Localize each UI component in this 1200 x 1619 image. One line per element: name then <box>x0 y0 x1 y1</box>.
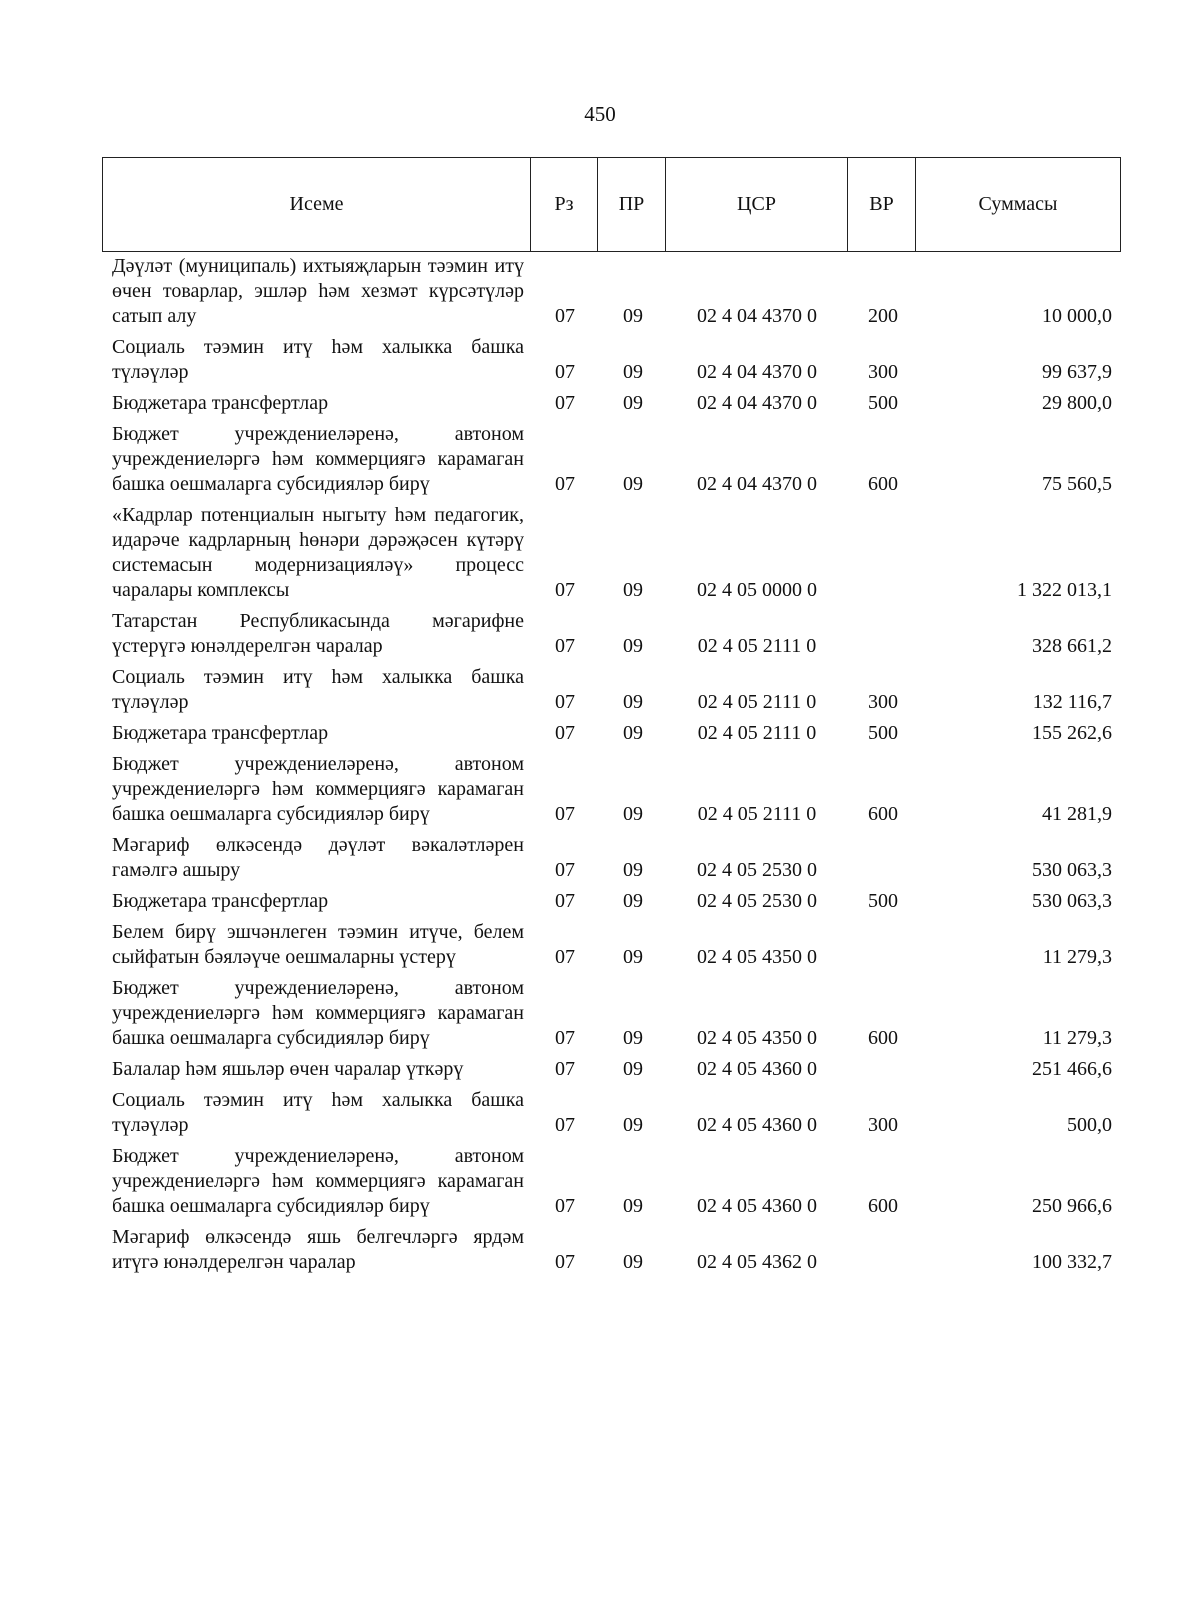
row-vr: 600 <box>868 803 898 825</box>
row-sum: 29 800,0 <box>1042 392 1112 414</box>
row-rz: 07 <box>555 1114 575 1136</box>
row-name: Дәүләт (муниципаль) ихтыяҗларын тәэмин итү өчен товарлар, эшләр һәм хезмәт күрсәтүләр сатып алу <box>112 255 524 327</box>
row-csr: 02 4 05 2111 0 <box>697 803 817 825</box>
row-sum: 328 661,2 <box>1032 635 1112 657</box>
header-sum: Суммасы <box>978 193 1058 215</box>
row-rz: 07 <box>555 392 575 414</box>
row-sum: 1 322 013,1 <box>1017 579 1112 601</box>
row-sum: 155 262,6 <box>1032 722 1112 744</box>
row-vr: 300 <box>868 1114 898 1136</box>
row-csr: 02 4 05 4360 0 <box>697 1195 817 1217</box>
row-sum: 99 637,9 <box>1042 361 1112 383</box>
table-row <box>0 254 1200 329</box>
row-name: «Кадрлар потенциалын ныгыту һәм педагогик, идарәче кадрларның һөнәри дәрәҗәсен күтәрү системасын модернизацияләү» процесс чаралары комплексы <box>112 504 524 601</box>
row-csr: 02 4 04 4370 0 <box>697 305 817 327</box>
row-csr: 02 4 05 4362 0 <box>697 1251 817 1273</box>
row-rz: 07 <box>555 635 575 657</box>
page-number: 450 <box>584 102 616 126</box>
row-vr: 500 <box>868 890 898 912</box>
row-rz: 07 <box>555 361 575 383</box>
table-row <box>0 422 1200 497</box>
table-row <box>0 335 1200 385</box>
row-rz: 07 <box>555 1251 575 1273</box>
row-csr: 02 4 05 2111 0 <box>697 635 817 657</box>
row-pr: 09 <box>623 1058 643 1080</box>
row-sum: 530 063,3 <box>1032 859 1112 881</box>
row-vr: 600 <box>868 473 898 495</box>
row-csr: 02 4 05 4350 0 <box>697 1027 817 1049</box>
table-row <box>0 833 1200 883</box>
row-rz: 07 <box>555 473 575 495</box>
table-row <box>0 920 1200 970</box>
row-pr: 09 <box>623 1027 643 1049</box>
table-row <box>0 1225 1200 1275</box>
row-rz: 07 <box>555 691 575 713</box>
row-pr: 09 <box>623 803 643 825</box>
row-csr: 02 4 04 4370 0 <box>697 392 817 414</box>
row-pr: 09 <box>623 1195 643 1217</box>
table-body <box>0 254 1200 1281</box>
row-pr: 09 <box>623 392 643 414</box>
row-name: Бюджетара трансфертлар <box>112 722 329 744</box>
row-sum: 11 279,3 <box>1042 946 1112 968</box>
row-sum: 530 063,3 <box>1032 890 1112 912</box>
row-csr: 02 4 05 4360 0 <box>697 1114 817 1136</box>
row-pr: 09 <box>623 1114 643 1136</box>
table-row <box>0 721 1200 746</box>
row-rz: 07 <box>555 1027 575 1049</box>
row-rz: 07 <box>555 722 575 744</box>
table-row <box>0 609 1200 659</box>
row-vr: 300 <box>868 361 898 383</box>
row-sum: 11 279,3 <box>1042 1027 1112 1049</box>
row-csr: 02 4 04 4370 0 <box>697 361 817 383</box>
row-sum: 132 116,7 <box>1032 691 1112 713</box>
row-pr: 09 <box>623 859 643 881</box>
row-rz: 07 <box>555 305 575 327</box>
row-pr: 09 <box>623 946 643 968</box>
row-csr: 02 4 05 2111 0 <box>697 722 817 744</box>
row-pr: 09 <box>623 361 643 383</box>
row-sum: 10 000,0 <box>1042 305 1112 327</box>
table-row <box>0 1144 1200 1219</box>
row-name: Социаль тәэмин итү һәм халыкка башка түләүләр <box>112 666 524 713</box>
row-pr: 09 <box>623 722 643 744</box>
row-vr: 200 <box>868 305 898 327</box>
row-pr: 09 <box>623 635 643 657</box>
row-rz: 07 <box>555 890 575 912</box>
row-name: Татарстан Республикасында мәгарифне үстерүгә юнәлдерелгән чаралар <box>112 610 524 657</box>
row-sum: 75 560,5 <box>1042 473 1112 495</box>
row-rz: 07 <box>555 946 575 968</box>
table-row <box>0 889 1200 914</box>
header-name: Исеме <box>103 158 531 251</box>
row-pr: 09 <box>623 579 643 601</box>
row-sum: 100 332,7 <box>1032 1251 1112 1273</box>
header-rz: Рз <box>531 158 598 251</box>
row-sum: 251 466,6 <box>1032 1058 1112 1080</box>
row-name: Социаль тәэмин итү һәм халыкка башка түләүләр <box>112 336 524 383</box>
table-row <box>0 1088 1200 1138</box>
row-name: Бюджет учреждениеләренә, автоном учреждениеләргә һәм коммерциягә карамаган башка оешмаларга субсидияләр бирү <box>112 423 524 495</box>
row-name: Бюджет учреждениеләренә, автоном учреждениеләргә һәм коммерциягә карамаган башка оешмаларга субсидияләр бирү <box>112 1145 524 1217</box>
row-name: Балалар һәм яшьләр өчен чаралар үткәрү <box>112 1058 464 1080</box>
row-vr: 600 <box>868 1195 898 1217</box>
row-rz: 07 <box>555 1058 575 1080</box>
row-pr: 09 <box>623 305 643 327</box>
table-row <box>0 752 1200 827</box>
table-row <box>0 503 1200 603</box>
row-csr: 02 4 05 2530 0 <box>697 890 817 912</box>
row-name: Бюджетара трансфертлар <box>112 890 329 912</box>
row-rz: 07 <box>555 579 575 601</box>
row-vr: 600 <box>868 1027 898 1049</box>
row-csr: 02 4 05 4350 0 <box>697 946 817 968</box>
table-row <box>0 665 1200 715</box>
row-name: Бюджет учреждениеләренә, автоном учреждениеләргә һәм коммерциягә карамаган башка оешмаларга субсидияләр бирү <box>112 753 524 825</box>
row-name: Бюджетара трансфертлар <box>112 392 329 414</box>
table-header <box>102 157 1121 252</box>
row-name: Социаль тәэмин итү һәм халыкка башка түләүләр <box>112 1089 524 1136</box>
header-csr: ЦСР <box>666 158 848 251</box>
row-pr: 09 <box>623 890 643 912</box>
table-row <box>0 1057 1200 1082</box>
row-sum: 250 966,6 <box>1032 1195 1112 1217</box>
row-name: Бюджет учреждениеләренә, автоном учреждениеләргә һәм коммерциягә карамаган башка оешмаларга субсидияләр бирү <box>112 977 524 1049</box>
row-pr: 09 <box>623 1251 643 1273</box>
row-sum: 41 281,9 <box>1042 803 1112 825</box>
row-pr: 09 <box>623 473 643 495</box>
table-row <box>0 976 1200 1051</box>
header-pr: ПР <box>598 158 666 251</box>
row-csr: 02 4 05 2530 0 <box>697 859 817 881</box>
table-row <box>0 391 1200 416</box>
header-vr: ВР <box>848 158 916 251</box>
row-name: Мәгариф өлкәсендә дәүләт вәкаләтләрен гамәлгә ашыру <box>112 834 524 881</box>
row-vr: 500 <box>868 722 898 744</box>
row-csr: 02 4 05 4360 0 <box>697 1058 817 1080</box>
row-sum: 500,0 <box>1067 1114 1112 1136</box>
row-csr: 02 4 04 4370 0 <box>697 473 817 495</box>
row-rz: 07 <box>555 859 575 881</box>
row-rz: 07 <box>555 1195 575 1217</box>
row-csr: 02 4 05 2111 0 <box>697 691 817 713</box>
row-rz: 07 <box>555 803 575 825</box>
row-name: Белем бирү эшчәнлеген тәэмин итүче, белем сыйфатын бәяләүче оешмаларны үстерү <box>112 921 524 968</box>
row-name: Мәгариф өлкәсендә яшь белгечләргә ярдәм итүгә юнәлдерелгән чаралар <box>112 1226 524 1273</box>
row-vr: 500 <box>868 392 898 414</box>
row-vr: 300 <box>868 691 898 713</box>
row-pr: 09 <box>623 691 643 713</box>
row-csr: 02 4 05 0000 0 <box>697 579 817 601</box>
